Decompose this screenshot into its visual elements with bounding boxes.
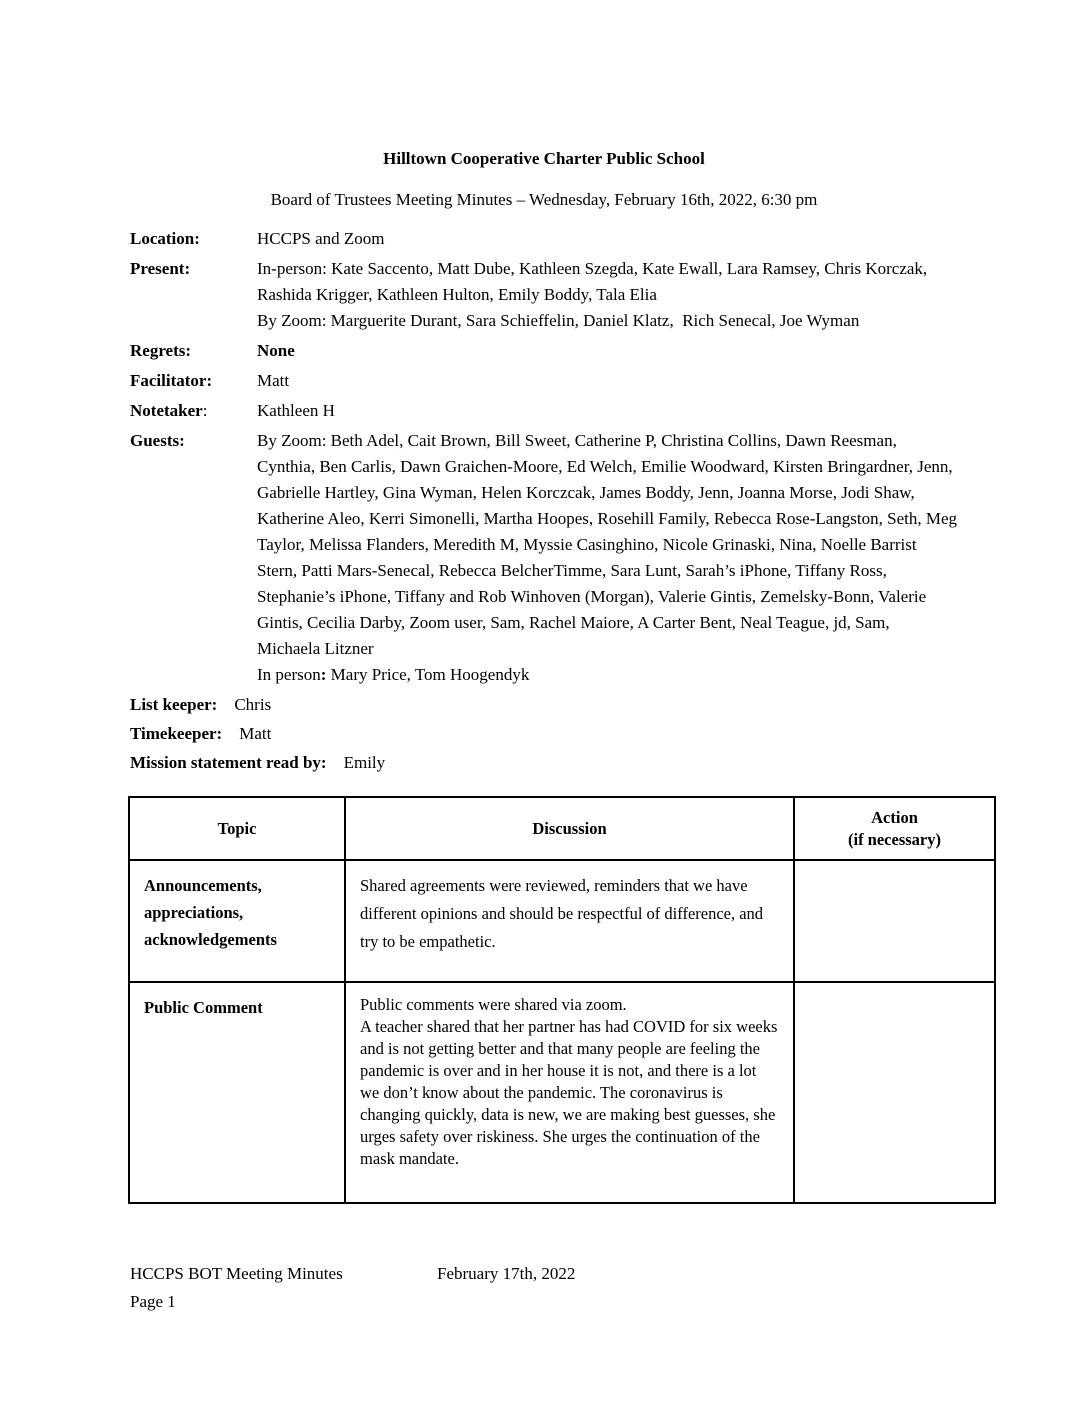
timekeeper-value: Matt	[239, 724, 272, 743]
table-row-public-comment	[129, 982, 995, 1203]
action-column-header	[794, 797, 995, 860]
discussion-cell	[345, 982, 794, 1203]
mission-statement-row	[130, 750, 962, 776]
mission-statement-label: Mission statement read by:	[130, 753, 327, 772]
guests-label: Guests:	[130, 431, 185, 450]
discussion-paragraph: Shared agreements were reviewed, reminders that we have different opinions and should be respectful of difference, and try to be empathetic.	[360, 876, 764, 951]
guests-row	[130, 428, 962, 688]
document-title: Hilltown Cooperative Charter Public School	[383, 149, 705, 168]
list-keeper-value: Chris	[234, 695, 272, 714]
guests-in-person-colon: :	[320, 665, 327, 684]
facilitator-value-wrap	[257, 368, 957, 394]
notetaker-colon: :	[202, 401, 208, 420]
location-label: Location:	[130, 229, 200, 248]
topic-column-header: Topic	[129, 797, 345, 860]
page-footer	[130, 1260, 996, 1316]
regrets-label: Regrets:	[130, 341, 192, 360]
action-header-line1: Action	[871, 807, 918, 827]
facilitator-label: Facilitator:	[130, 371, 213, 390]
guests-in-person-value: Mary Price, Tom Hoogendyk	[330, 665, 530, 684]
meeting-metadata	[130, 226, 962, 776]
table-header-row	[129, 797, 995, 860]
footer-doc-name: HCCPS BOT Meeting Minutes	[130, 1264, 343, 1283]
meeting-subtitle: Board of Trustees Meeting Minutes – Wednesday, February 16th, 2022, 6:30 pm	[270, 190, 818, 209]
notetaker-value: Kathleen H	[257, 401, 335, 420]
guests-in-person	[257, 662, 957, 688]
footer-page-number: Page 1	[130, 1292, 176, 1311]
discussion-column-header: Discussion	[345, 797, 794, 860]
facilitator-row	[130, 368, 962, 394]
notetaker-value-wrap	[257, 398, 957, 424]
action-cell	[794, 860, 995, 982]
present-value-wrap	[257, 256, 957, 334]
timekeeper-row	[130, 721, 962, 747]
discussion-cell	[345, 860, 794, 982]
location-value-wrap	[257, 226, 957, 252]
list-keeper-row	[130, 692, 962, 718]
regrets-value: None	[257, 341, 295, 360]
action-cell	[794, 982, 995, 1203]
present-row	[130, 256, 962, 334]
notetaker-label: Notetaker:	[130, 401, 208, 420]
discussion-paragraph: Public comments were shared via zoom.	[360, 995, 627, 1014]
table-row-announcements	[129, 860, 995, 982]
list-keeper-label: List keeper:	[130, 695, 218, 714]
present-in-person: In-person: Kate Saccento, Matt Dube, Kathleen Szegda, Kate Ewall, Lara Ramsey, Chris Korczak, Rashida Krigger, Kathleen Hulton, Emily Boddy, Tala Elia	[257, 259, 928, 304]
regrets-value-wrap	[257, 338, 957, 364]
action-header-line2: (if necessary)	[847, 829, 941, 849]
guests-by-zoom: By Zoom: Beth Adel, Cait Brown, Bill Sweet, Catherine P, Christina Collins, Dawn Reesman, Cynthia, Ben Carlis, Dawn Graichen-Moore, Ed Welch, Emilie Woodward, Kirsten Bringardner, Jenn, Gabrielle Hartley, Gina Wyman, Helen Korczcak, James Boddy, Jenn, Joanna Morse, Jodi Shaw, Katherine Aleo, Kerri Simonelli, Martha Hoopes, Rosehill Family, Rebecca Rose-Langston, Seth, Meg Taylor, Melissa Flanders, Meredith M, Myssie Casinghino, Nicole Grinaski, Nina, Noelle Barrist Stern, Patti Mars-Senecal, Rebecca BelcherTimme, Sara Lunt, Sarah’s iPhone, Tiffany Ross, Stephanie’s iPhone, Tiffany and Rob Winhoven (Morgan), Valerie Gintis, Zemelsky-Bonn, Valerie Gintis, Cecilia Darby, Zoom user, Sam, Rachel Maiore, A Carter Bent, Neal Teague, jd, Sam, Michaela Litzner	[257, 431, 958, 658]
footer-line1	[130, 1260, 996, 1288]
mission-statement-value: Emily	[343, 753, 386, 772]
minutes-table	[128, 796, 996, 1204]
footer-date: February 17th, 2022	[437, 1264, 576, 1283]
present-label: Present:	[130, 259, 191, 278]
discussion-paragraph: A teacher shared that her partner has had COVID for six weeks and is not getting better and that many people are feeling the pandemic is over and in her house it is not, and there is a lot we don’t know about the pandemic. The coronavirus is changing quickly, data is new, we are making best guesses, she urges safety over riskiness. She urges the continuation of the mask mandate.	[360, 1017, 778, 1168]
present-by-zoom: By Zoom: Marguerite Durant, Sara Schieffelin, Daniel Klatz, Rich Senecal, Joe Wyman	[257, 311, 860, 330]
notetaker-row	[130, 398, 962, 424]
guests-value-wrap	[257, 428, 957, 688]
regrets-row	[130, 338, 962, 364]
location-row	[130, 226, 962, 252]
topic-cell: Announcements, appreciations, acknowledgements	[129, 860, 345, 982]
timekeeper-label: Timekeeper:	[130, 724, 223, 743]
guests-in-person-label: In person	[257, 665, 321, 684]
topic-cell: Public Comment	[129, 982, 345, 1203]
facilitator-value: Matt	[257, 371, 290, 390]
location-value: HCCPS and Zoom	[257, 229, 385, 248]
